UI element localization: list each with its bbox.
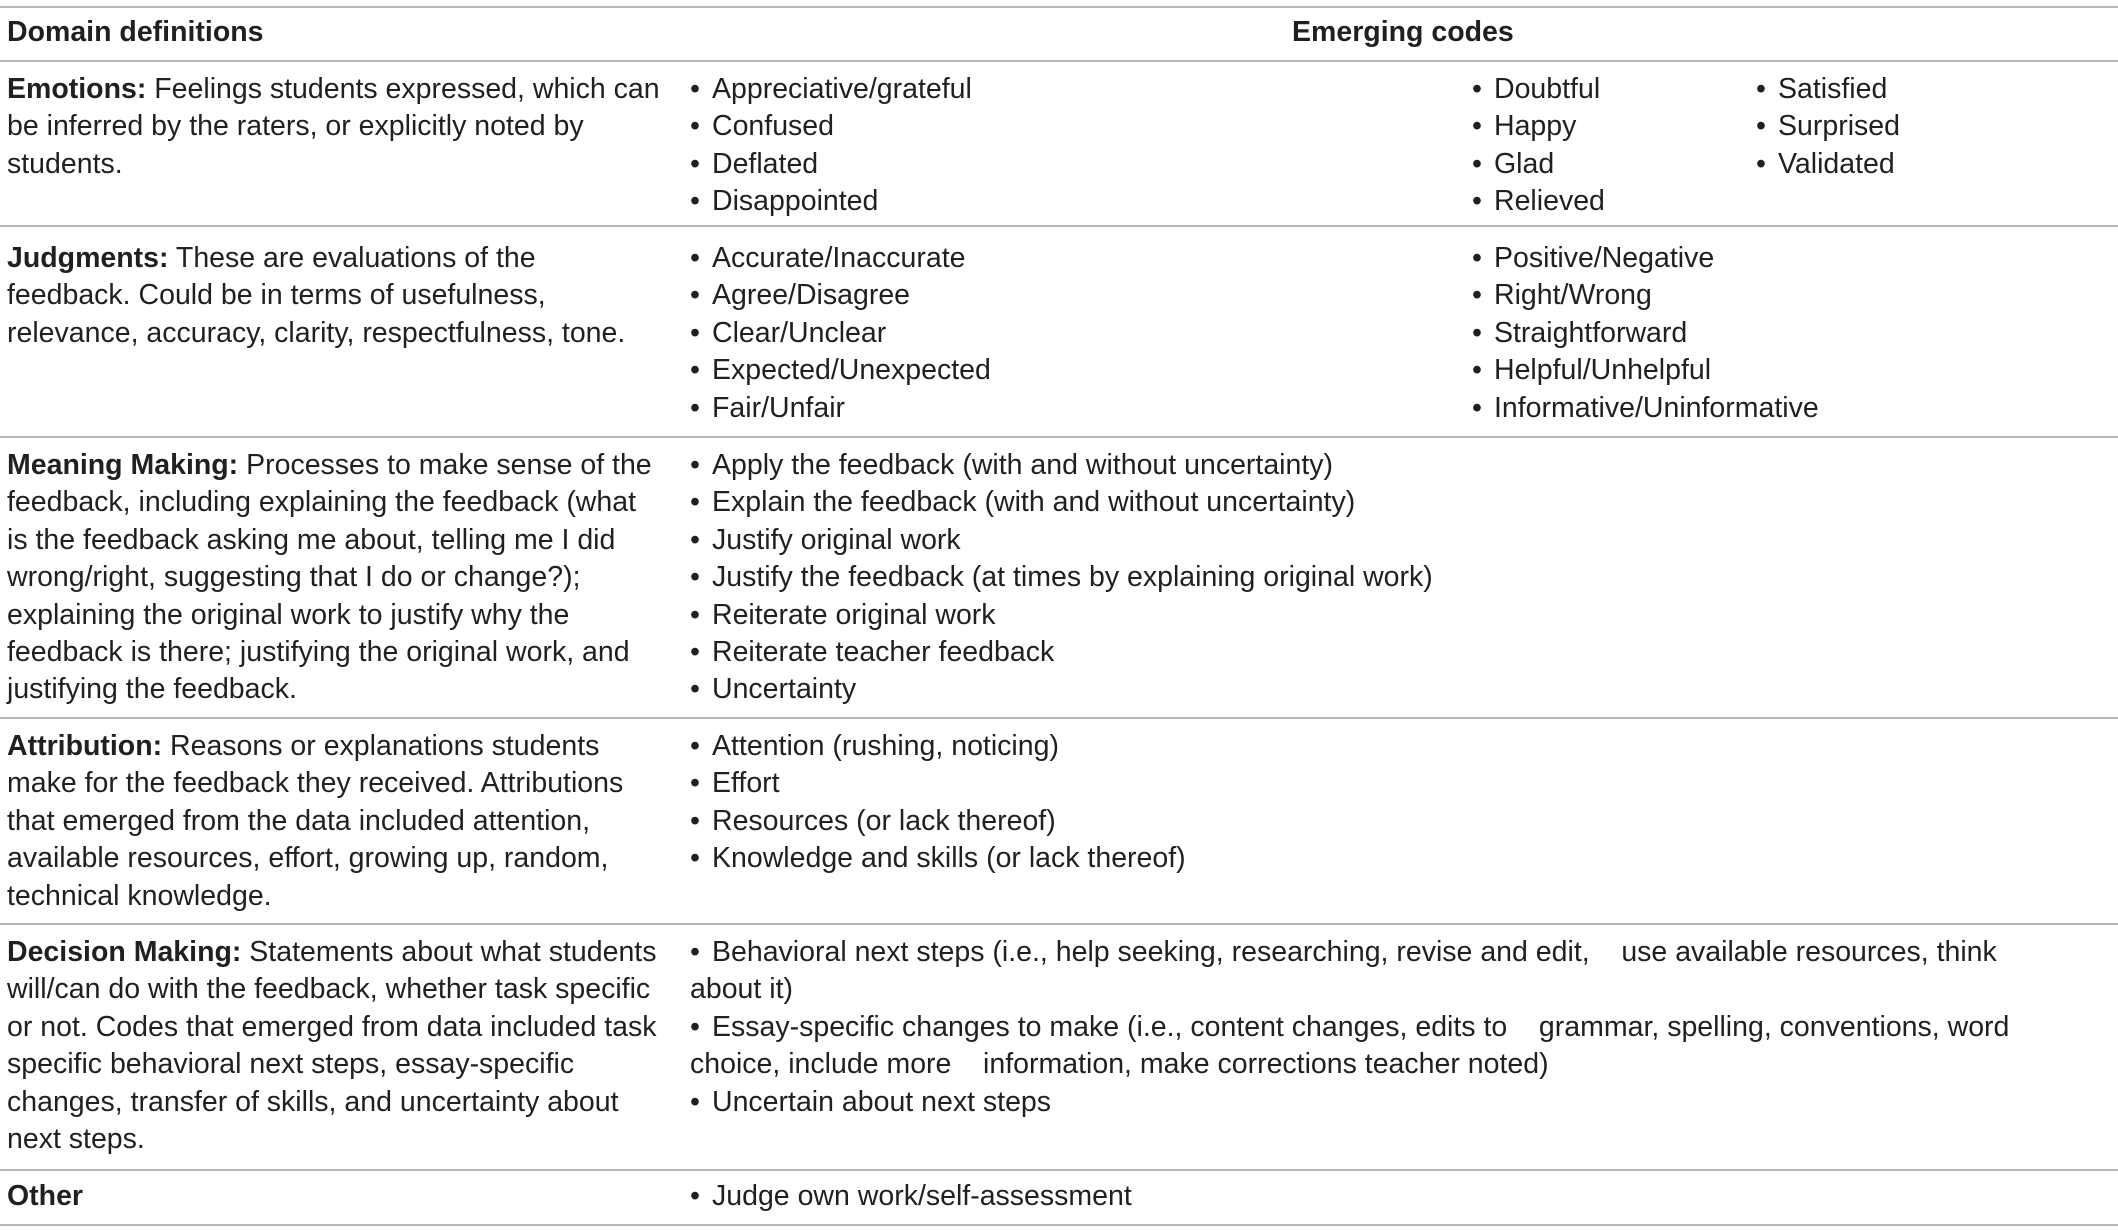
row-rule <box>0 717 2118 719</box>
list-item: • Doubtful <box>1472 71 1605 108</box>
list-item: • Reiterate original work <box>690 597 1433 634</box>
term-other: Other <box>7 1180 84 1212</box>
row-rule <box>0 225 2118 227</box>
row-rule <box>0 923 2118 925</box>
list-item: • Validated <box>1756 146 1900 183</box>
definition-other <box>7 1178 662 1215</box>
definition-text: Processes to make sense of the feedback, including explaining the feedback (what is the feedback asking me about, telling me I did wrong/right, suggesting that I do or change?); explaining the original work to justify why the feedback is there; justifying the original work, and justifying the feedback. <box>7 449 652 706</box>
list-item: • Appreciative/grateful <box>690 71 972 108</box>
definition-decision-making <box>7 934 662 1158</box>
definition-text: Feelings students expressed, which can be inferred by the raters, or explicitly noted by students. <box>7 73 660 180</box>
list-item: • Attention (rushing, noticing) <box>690 728 1186 765</box>
list-item: • Confused <box>690 108 972 145</box>
list-item: • Glad <box>1472 146 1605 183</box>
list-item: • Relieved <box>1472 183 1605 220</box>
codes-attribution <box>690 728 1186 878</box>
term-meaning-making: Meaning Making: <box>7 449 239 481</box>
list-item: • Reiterate teacher feedback <box>690 634 1433 671</box>
list-item: • Right/Wrong <box>1472 277 1819 314</box>
term-emotions: Emotions: <box>7 73 147 105</box>
list-item: • Effort <box>690 765 1186 802</box>
list-item: • Essay-specific changes to make (i.e., content changes, edits to grammar, spelling, conventions, word choice, include more information, make corrections teacher noted) <box>690 1010 2018 1081</box>
codes-decision-making <box>690 934 2070 1121</box>
list-item: • Positive/Negative <box>1472 240 1819 277</box>
list-item: • Explain the feedback (with and without uncertainty) <box>690 484 1433 521</box>
header-emerging-codes: Emerging codes <box>1292 16 1514 48</box>
list-item: • Surprised <box>1756 108 1900 145</box>
list-item: • Happy <box>1472 108 1605 145</box>
table-top-rule <box>0 6 2118 8</box>
list-item: • Behavioral next steps (i.e., help seeking, researching, revise and edit, use available resources, think about it) <box>690 936 2005 1006</box>
definition-meaning-making <box>7 447 662 709</box>
definition-text: Statements about what students will/can do with the feedback, whether task specific or not. Codes that emerged from data included task specific behavioral next steps, essay-specific changes, transfer of skills, and uncertainty about next steps. <box>7 936 657 1156</box>
codes-emotions-col1 <box>690 71 972 221</box>
codes-other <box>690 1178 1132 1215</box>
definition-judgments <box>7 240 662 352</box>
codes-emotions-col3 <box>1756 71 1900 183</box>
definition-text: These are evaluations of the feedback. Could be in terms of usefulness, relevance, accuracy, clarity, respectfulness, tone. <box>7 242 626 349</box>
codes-emotions-col2 <box>1472 71 1605 221</box>
definition-emotions <box>7 71 662 183</box>
list-item: • Accurate/Inaccurate <box>690 240 991 277</box>
table-bottom-rule <box>0 1224 2118 1226</box>
list-item: • Deflated <box>690 146 972 183</box>
term-decision-making: Decision Making: <box>7 936 242 968</box>
list-item: • Helpful/Unhelpful <box>1472 352 1819 389</box>
list-item: • Expected/Unexpected <box>690 352 991 389</box>
list-item: • Straightforward <box>1472 315 1819 352</box>
list-item: • Clear/Unclear <box>690 315 991 352</box>
list-item: • Fair/Unfair <box>690 390 991 427</box>
list-item: • Uncertain about next steps <box>690 1085 1052 1118</box>
definition-attribution <box>7 728 662 915</box>
list-item: • Justify the feedback (at times by explaining original work) <box>690 559 1433 596</box>
list-item: • Satisfied <box>1756 71 1900 108</box>
list-item: • Agree/Disagree <box>690 277 991 314</box>
row-rule <box>0 436 2118 438</box>
term-judgments: Judgments: <box>7 242 169 274</box>
list-item: • Uncertainty <box>690 671 1433 708</box>
list-item: • Apply the feedback (with and without uncertainty) <box>690 447 1433 484</box>
definition-text: Reasons or explanations students make for the feedback they received. Attributions that emerged from the data included attention, available resources, effort, growing up, random, technical knowledge. <box>7 730 624 912</box>
list-item: • Knowledge and skills (or lack thereof) <box>690 840 1186 877</box>
row-rule <box>0 1169 2118 1171</box>
list-item: • Disappointed <box>690 183 972 220</box>
term-attribution: Attribution: <box>7 730 163 762</box>
codes-meaning-making <box>690 447 1433 709</box>
list-item: • Judge own work/self-assessment <box>690 1178 1132 1215</box>
codes-judgments-col1 <box>690 240 991 427</box>
list-item: • Resources (or lack thereof) <box>690 803 1186 840</box>
list-item: • Informative/Uninformative <box>1472 390 1819 427</box>
list-item: • Justify original work <box>690 522 1433 559</box>
header-domain-definitions: Domain definitions <box>7 16 264 48</box>
codes-judgments-col2 <box>1472 240 1819 427</box>
header-rule <box>0 60 2118 62</box>
